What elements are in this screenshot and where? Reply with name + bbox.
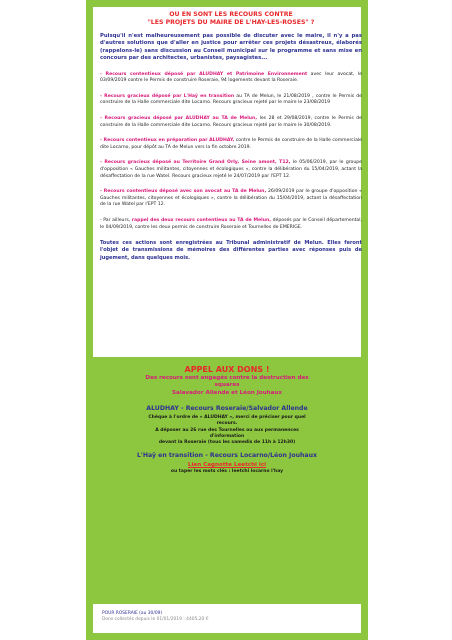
footer-collected: Dons collectés depuis le 01/01/2019 : 4405,20 € xyxy=(102,617,209,622)
aludhay-heading: ALUDHAY - Recours Roseraie/Salvador Allende xyxy=(146,405,308,413)
appeal-subtitle-1: Des recours sont engagés contre la destruction des xyxy=(145,375,309,381)
recours-item xyxy=(100,116,362,129)
recours-item-highlight: - Recours contentieux déposé par ALUDHAY et Patrimoine Environnement xyxy=(100,71,308,77)
aludhay-line: devant la Roseraie (tous les samedis de 11h à 12h30) xyxy=(158,440,296,446)
leetchi-link[interactable]: Lien Cagnotte Leetchi ici xyxy=(187,462,267,469)
intro-paragraph: Puisqu'il n'est malheureusement pas possible de discuter avec le maire, il n'y a pas d'autres solutions que d'aller en justice pour arrêter ces projets désastreux, élaborés (rappelons-le) sans discussion au Conseil municipal sur le programme et sans mise en concours par des architectes, urbanistes, paysagistes... xyxy=(100,33,362,62)
title-line-1: OU EN SONT LES RECOURS CONTRE xyxy=(169,11,293,18)
recours-item xyxy=(100,72,362,85)
recours-section xyxy=(100,11,362,262)
transition-keywords: ou taper les mots clés : leetchi locarno l'hay xyxy=(170,469,284,475)
newsletter-frame xyxy=(86,0,368,640)
recours-item-highlight: - Recours gracieux déposé par L'Haÿ en transition xyxy=(100,93,235,99)
appeal-heading: APPEL AUX DONS ! xyxy=(184,365,270,374)
recours-item xyxy=(100,138,362,151)
recours-item-text: au TA de Melun, le 21/08/2019 , contre le Permis de construire de la Halle commerciale dite Locarno. Recours gracieux rejeté par le maire le 23/08/2019 xyxy=(100,93,362,106)
aludhay-line: recours. xyxy=(216,421,238,427)
outro-paragraph: Toutes ces actions sont enregistrées au Tribunal administratif de Melun. Elles feront l'objet de transmissions de mémoires des différentes parties avec réponses puis de jugement, dans quelques mois. xyxy=(100,240,362,261)
recours-item-text: contre le Permis de construire de la Halle commerciale dite Locarno, pour dépôt au TA de Melun vers la fin octobre 2019. xyxy=(100,138,362,150)
recours-item-text: 26/09/2019 par le groupe d'opposition « Gauches militantes, citoyennes et écologiques », contre la délibération du 15/04/2019, actant la désaffectation de la rue Watel par l'EPT 12. xyxy=(100,189,362,208)
recours-item-text: avec leur avocat, le 03/09/2019 contre le Permis de construire Roseraie, 94 logements devant la Roseraie. xyxy=(100,71,362,84)
recours-item xyxy=(100,218,362,231)
donation-panel xyxy=(93,357,361,604)
footer-label: POUR ROSERAIE (au 30/09) xyxy=(102,611,163,616)
recours-item-highlight: - Recours contentieux déposé avec son avocat au TA de Melun, xyxy=(100,189,267,195)
appeal-subtitle-2: squares xyxy=(214,382,240,389)
title-line-2: "LES PROJETS DU MAIRE DE L'HAY-LES-ROSES" ? xyxy=(147,19,315,26)
aludhay-line: d'information xyxy=(209,433,245,439)
donation-appeal xyxy=(93,357,361,475)
recours-item-text: déposés par le Conseil départemental, le 04/09/2019, contre les deux permis de construire Roseraie et Tournelles de EMERIGE. xyxy=(100,217,362,230)
page-title xyxy=(100,11,362,27)
recours-item-highlight: rappel des deux recours contentieux au TA de Melun, xyxy=(131,217,272,223)
recours-item-highlight: - Recours gracieux déposé par ALUDHAY au TA de Melun, xyxy=(100,116,258,121)
recours-item-text: le 05/06/2019, par le groupe d'opposition « Gauches militantes, citoyennes et écologiques », contre la délibération du 15/04/2019, actant la désaffectation de la rue Watel. Recours gracieux rejeté le 24/07/2019 par l'EPT 12. xyxy=(100,160,363,179)
appeal-names: Salavador Allende et Léon Jouhaux xyxy=(172,389,282,396)
recours-item xyxy=(100,94,362,107)
aludhay-line: A déposer au 26 rue des Tournelles ou aux permanences xyxy=(155,427,299,433)
aludhay-line: Chèque à l'ordre de « ALUDHAY », merci de préciser pour quel xyxy=(148,415,306,421)
transition-heading: L'Haÿ en transition - Recours Locarno/Léon Jouhaux xyxy=(136,452,317,460)
footer xyxy=(102,611,362,623)
recours-item-text: les 28 et 29/08/2019, contre le Permis de construire de la Halle commerciale dite Locarno. Recours gracieux rejeté par le maire le 30/08/2019. xyxy=(100,116,362,128)
recours-item xyxy=(100,160,362,180)
recours-item-highlight: - Recours gracieux déposé au Territoire Grand Orly, Seine amont, T12, xyxy=(100,160,291,166)
recours-item xyxy=(100,189,362,209)
recours-item-prefix: - Par ailleurs, xyxy=(100,217,132,223)
recours-item-highlight: - Recours contentieux en préparation par ALUDHAY, xyxy=(100,138,235,144)
